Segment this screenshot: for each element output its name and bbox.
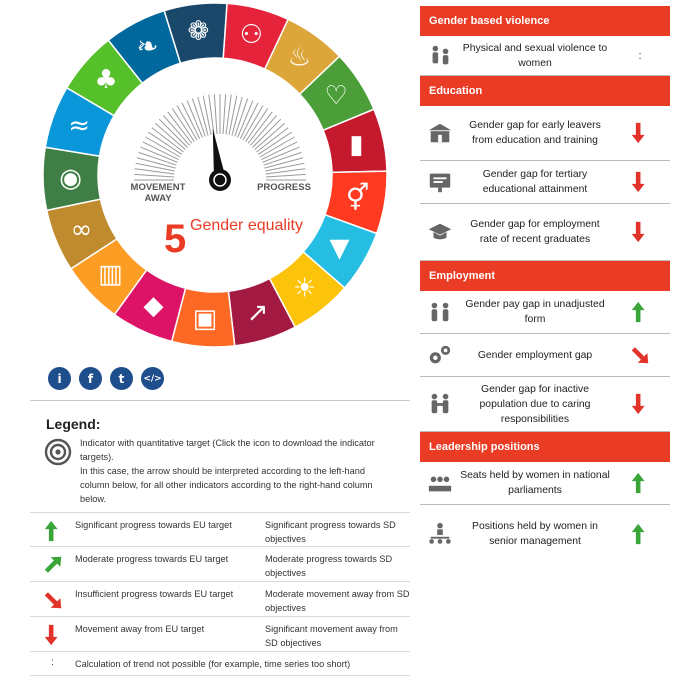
arrow-diagonal-up-icon xyxy=(30,552,75,578)
indicator-label[interactable]: Gender gap for tertiary educational attainment xyxy=(482,169,588,195)
legend-intro-line-1: Indicator with quantitative target (Click the icon to download the indicator targets). xyxy=(80,438,375,462)
gauge-away-label-2: AWAY xyxy=(144,193,172,204)
cubes-icon: ▣ xyxy=(192,304,218,335)
arrow-up-icon xyxy=(30,518,75,544)
book-icon: ▮ xyxy=(349,130,364,161)
target-icon[interactable] xyxy=(44,438,72,466)
indicator-row[interactable] xyxy=(420,505,670,562)
legend-row xyxy=(30,652,410,676)
legend-row xyxy=(30,547,410,582)
bowl-icon: ♨ xyxy=(287,42,312,73)
legend-sd-text: Significant progress towards SD objectives xyxy=(265,520,396,544)
school-icon xyxy=(420,120,460,146)
legend-row xyxy=(30,512,410,547)
legend-title: Legend: xyxy=(46,416,101,432)
trend-arrow-up-icon xyxy=(610,521,670,547)
not-possible-text: Calculation of trend not possible (for example, time series too short) xyxy=(75,659,351,669)
certificate-icon xyxy=(420,169,460,195)
infinity-icon: ∞ xyxy=(70,215,93,246)
indicator-label[interactable]: Gender pay gap in unadjusted form xyxy=(465,299,605,325)
indicator-row[interactable] xyxy=(420,291,670,334)
category-header-employment: Employment xyxy=(420,261,670,291)
indicator-panel xyxy=(420,6,670,562)
indicator-row[interactable] xyxy=(420,36,670,76)
share-bar xyxy=(48,367,164,390)
management-icon xyxy=(420,521,460,547)
goal-number: 5 xyxy=(164,217,187,261)
trend-arrow-down-icon xyxy=(610,120,670,146)
trend-arrow-up-icon xyxy=(610,470,670,496)
twitter-icon[interactable]: t xyxy=(110,367,133,390)
indicator-label[interactable]: Seats held by women in national parliaments xyxy=(460,470,610,496)
eye-globe-icon: ◉ xyxy=(59,163,82,194)
indicator-label[interactable]: Gender gap for early leavers from education and training xyxy=(469,120,601,146)
gauge-hub xyxy=(209,169,231,191)
indicator-label[interactable]: Gender employment gap xyxy=(477,349,593,361)
legend-eu-text: Moderate progress towards EU target xyxy=(75,554,229,564)
parliament-icon xyxy=(420,470,460,496)
legend-eu-text: Significant progress towards EU target xyxy=(75,520,232,530)
indicator-row[interactable] xyxy=(420,161,670,204)
rings-icon: ❁ xyxy=(187,16,210,47)
indicator-label[interactable]: Physical and sexual violence to women xyxy=(462,42,608,69)
category-header-leadership: Leadership positions xyxy=(420,432,670,462)
legend-intro xyxy=(44,436,410,506)
violence-icon xyxy=(420,43,460,69)
indicator-row[interactable] xyxy=(420,204,670,261)
indicator-row[interactable] xyxy=(420,334,670,377)
indicator-row[interactable] xyxy=(420,377,670,432)
indicator-row[interactable] xyxy=(420,106,670,161)
legend-sd-text: Significant movement away from SD objectives xyxy=(265,624,398,648)
goal-name: Gender equality xyxy=(190,217,303,234)
trend-arrow-diagonal-down-icon xyxy=(610,342,670,368)
gears-icon xyxy=(420,342,460,368)
legend-row xyxy=(30,617,410,652)
embed-code-icon[interactable]: </> xyxy=(141,367,164,390)
category-header-gender-violence: Gender based violence xyxy=(420,6,670,36)
pay-gap-icon xyxy=(420,299,460,325)
trend-arrow-down-icon xyxy=(610,169,670,195)
caring-icon xyxy=(420,391,460,417)
inequality-arrows-icon: ◆ xyxy=(143,290,164,321)
graduation-cap-icon xyxy=(420,219,460,245)
indicator-label[interactable]: Gender gap for inactive population due to caring responsibilities xyxy=(479,383,591,425)
city-icon: ▥ xyxy=(98,259,123,290)
not-possible-symbol: : xyxy=(51,657,54,668)
legend-eu-text: Movement away from EU target xyxy=(75,624,205,634)
legend-sd-text: Moderate progress towards SD objectives xyxy=(265,554,393,578)
legend-table xyxy=(30,512,410,676)
arrow-diagonal-down-icon xyxy=(30,587,75,613)
heartbeat-icon: ♡ xyxy=(324,81,348,112)
legend xyxy=(30,400,410,676)
tree-icon: ♣ xyxy=(94,65,118,96)
gauge-progress-label: PROGRESS xyxy=(257,182,311,193)
water-drop-icon: ▼ xyxy=(329,233,350,264)
growth-chart-icon: ↗ xyxy=(246,298,269,329)
people-icon: ⚇ xyxy=(239,20,264,51)
trend-not-possible: : xyxy=(638,49,642,62)
info-icon[interactable]: i xyxy=(48,367,71,390)
facebook-icon[interactable]: f xyxy=(79,367,102,390)
fish-icon: ≈ xyxy=(68,110,91,141)
arrow-down-icon xyxy=(30,622,75,648)
indicator-label[interactable]: Gender gap for employment rate of recent graduates xyxy=(470,219,600,245)
trend-arrow-down-icon xyxy=(610,219,670,245)
indicator-label[interactable]: Positions held by women in senior management xyxy=(472,520,598,547)
trend-arrow-down-icon xyxy=(610,391,670,417)
sun-icon: ☀ xyxy=(293,273,317,304)
gauge-away-label-1: MOVEMENT xyxy=(130,182,186,193)
trend-arrow-up-icon xyxy=(610,299,670,325)
dove-icon: ❧ xyxy=(136,32,159,63)
category-header-education: Education xyxy=(420,76,670,106)
gender-icon: ⚥ xyxy=(345,183,370,214)
sdg-wheel xyxy=(40,0,390,350)
legend-sd-text: Moderate movement away from SD objectives xyxy=(265,589,410,613)
legend-eu-text: Insufficient progress towards EU target xyxy=(75,589,234,599)
indicator-row[interactable] xyxy=(420,462,670,505)
legend-intro-line-2: In this case, the arrow should be interpreted according to the left-hand column below, for all other indicators according to the right-hand column below. xyxy=(80,466,373,504)
legend-row xyxy=(30,582,410,617)
